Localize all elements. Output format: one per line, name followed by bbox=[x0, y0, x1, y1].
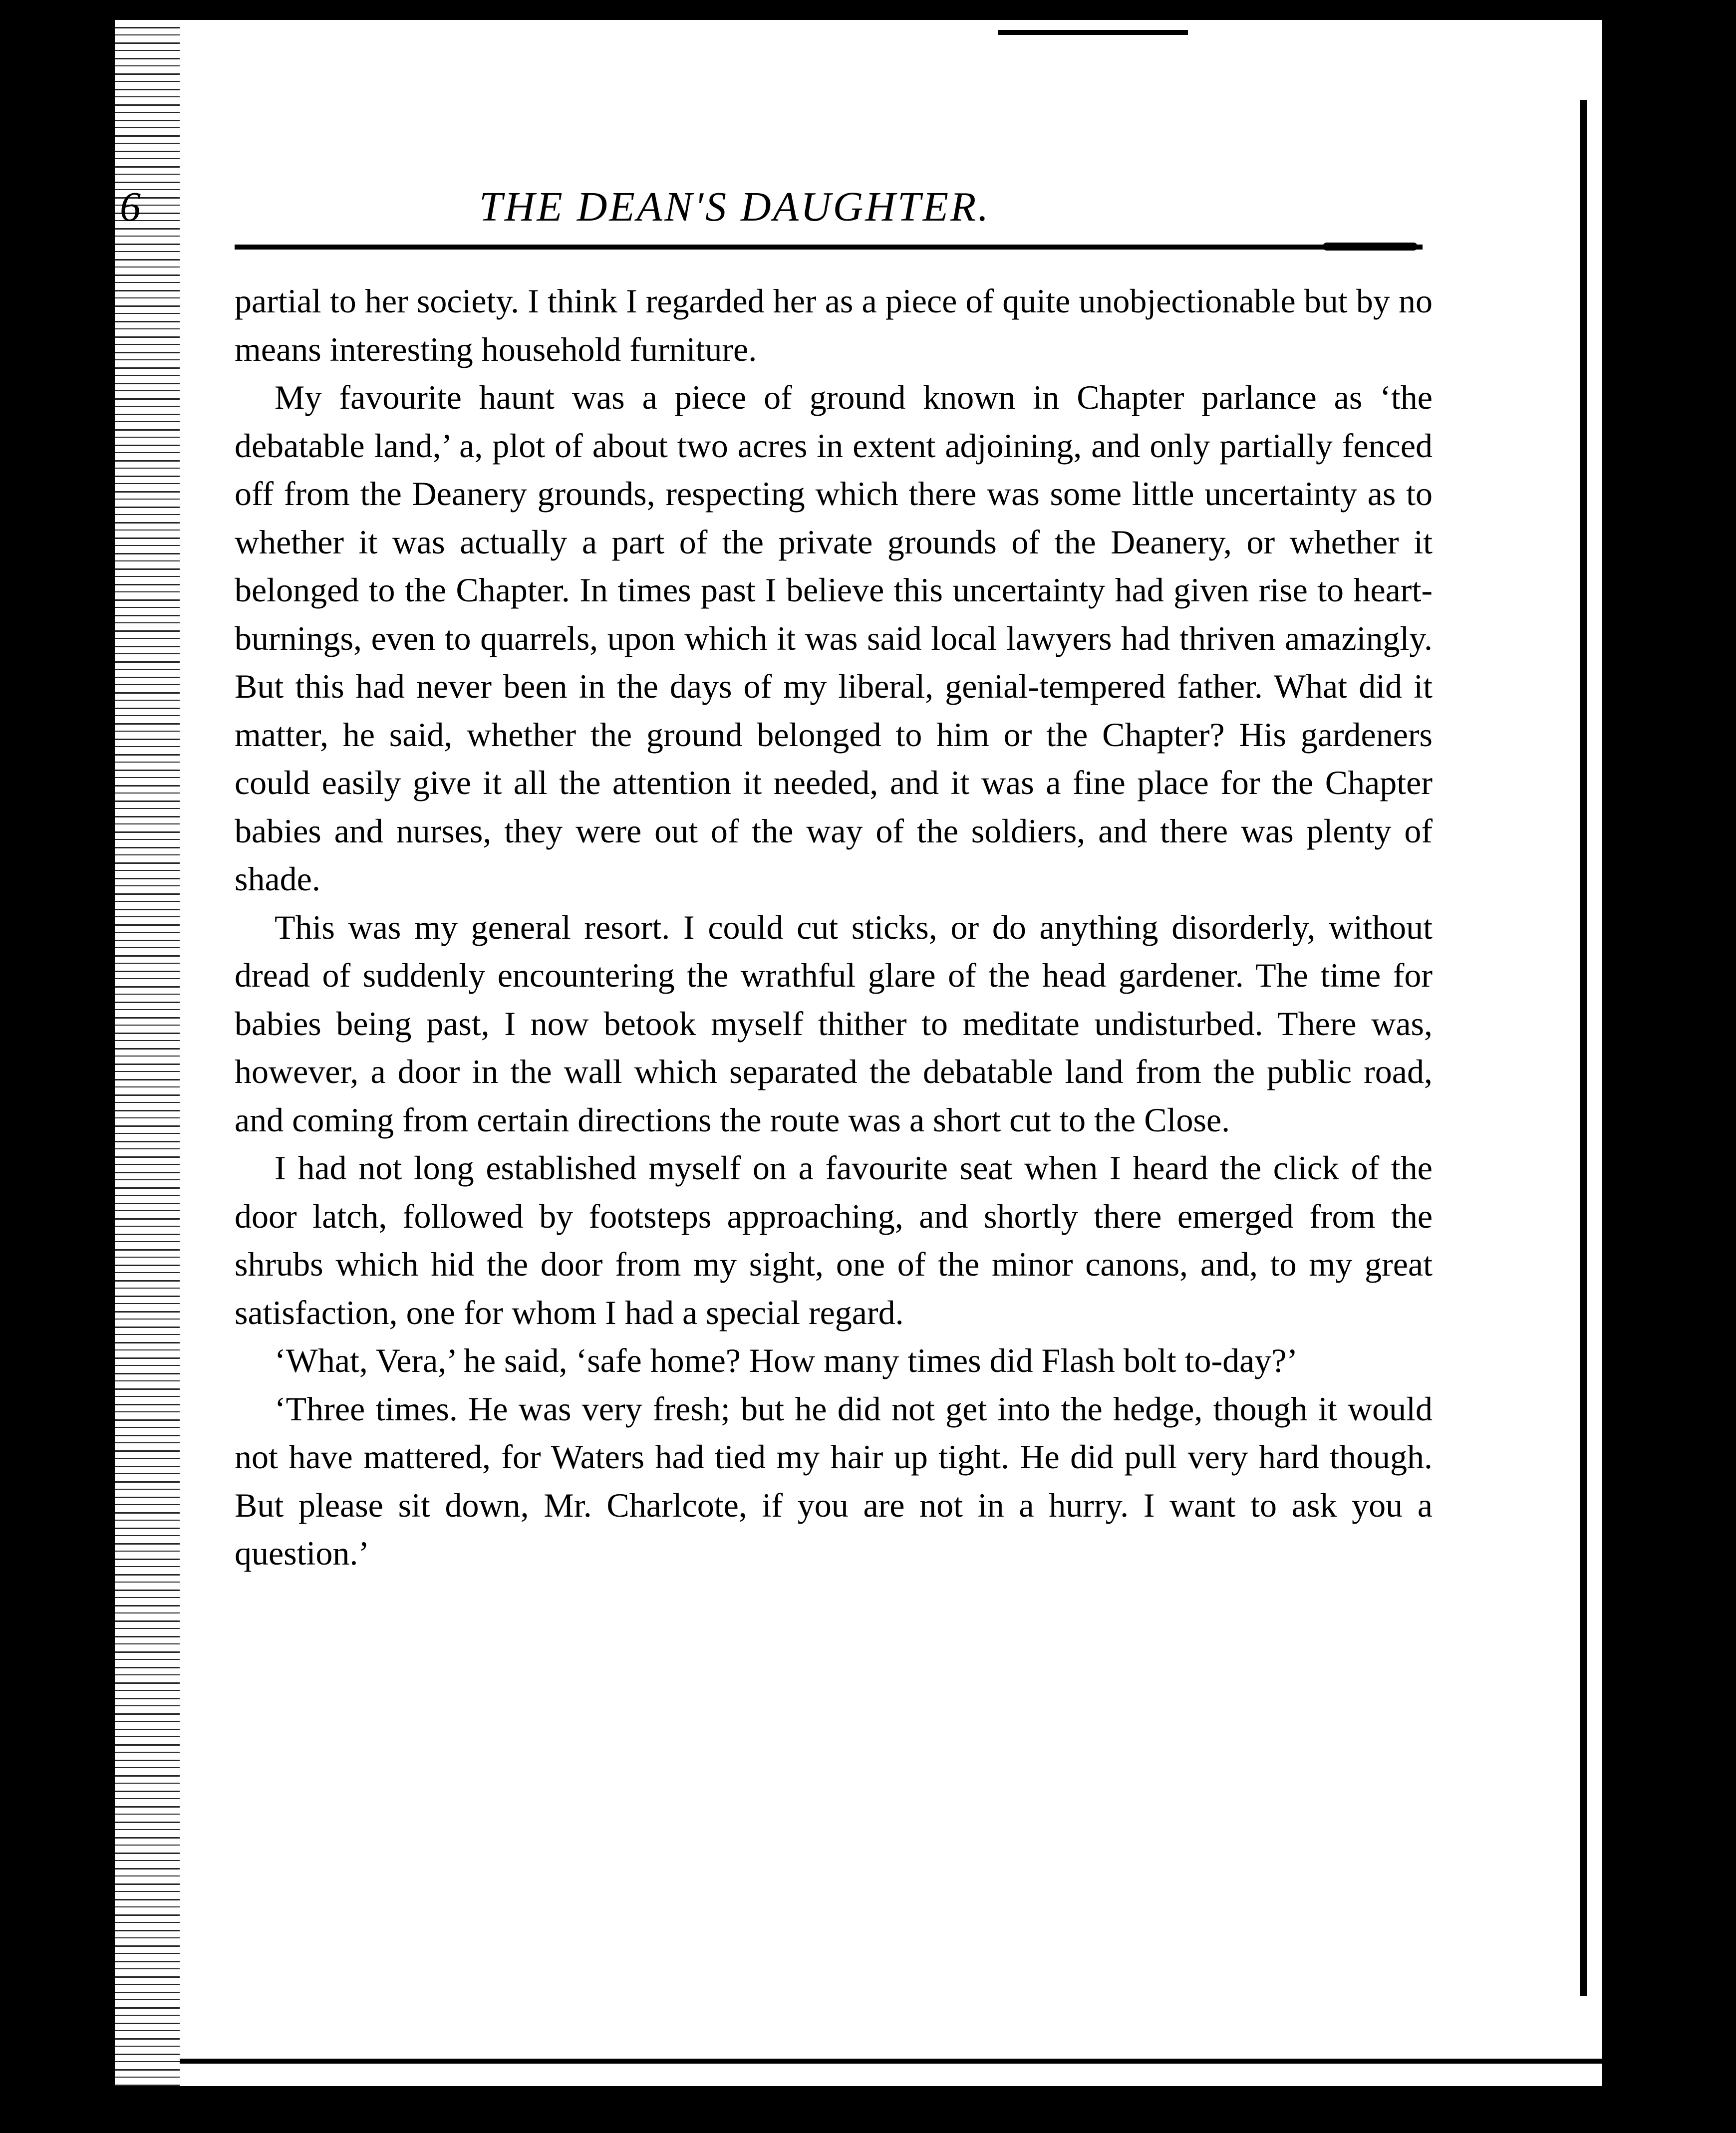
paragraph: ‘What, Vera,’ he said, ‘safe home? How many times did Flash bolt to-day?’ bbox=[275, 1341, 1298, 1379]
running-title: THE DEAN'S DAUGHTER. bbox=[479, 184, 991, 230]
paragraph: This was my general resort. I could cut sticks, or do anything disorderly, without dread of suddenly encountering the wrathful glare of the head gardener. The time for babies being past, I now betook myself thither to meditate undisturbed. There was, however, a door in the wall which separated the debatable land from the public road, and coming from certain directions the route was a short cut to the Close. bbox=[235, 908, 1433, 1139]
body-text bbox=[235, 277, 1433, 1578]
paragraph: My favourite haunt was a piece of ground known in Chapter parlance as ‘the debatable land,’ a, plot of about two acres in extent adjoining, and only partially fenced off from the Deanery grounds, respecting which there was some little uncertainty as to whether it was actually a part of the private grounds of the Deanery, or whether it belonged to the Chapter. In times past I believe this uncertainty had given rise to heart-burnings, even to quarrels, upon which it was said local lawyers had thriven amazingly. But this had never been in the days of my liberal, genial-tempered father. What did it matter, he said, whether the ground belonged to him or the Chapter? His gardeners could easily give it all the attention it needed, and it was a fine place for the Chapter babies and nurses, they were out of the way of the soldiers, and there was plenty of shade. bbox=[235, 378, 1433, 898]
page-right-margin bbox=[1587, 20, 1602, 2086]
paragraph: partial to her society. I think I regarded her as a piece of quite unobjectionable but by no means interesting household furniture. bbox=[235, 282, 1433, 368]
header-rule bbox=[235, 245, 1423, 250]
page-right-border bbox=[1580, 100, 1587, 1996]
paragraph: I had not long established myself on a favourite seat when I heard the click of the door latch, followed by footsteps approaching, and shortly there emerged from the shrubs which hid the door from my sight, one of the minor canons, and, to my great satisfaction, one for whom I had a special regard. bbox=[235, 1149, 1433, 1332]
page-number: 6 bbox=[120, 184, 141, 230]
page-bottom-border bbox=[180, 2059, 1602, 2064]
header-rule-end bbox=[1323, 243, 1418, 251]
paragraph: ‘Three times. He was very fresh; but he did not get into the hedge, though it would not have mattered, for Waters had tied my hair up tight. He did pull very hard though. But please sit down, Mr. Charlcote, if you are not in a hurry. I want to ask you a question.’ bbox=[235, 1389, 1433, 1572]
page-left-edge-noise bbox=[115, 20, 180, 2086]
top-scan-mark bbox=[998, 30, 1188, 35]
